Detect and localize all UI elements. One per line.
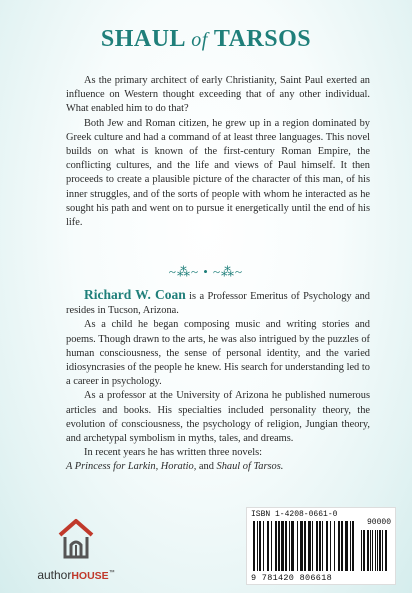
book-title-2: Horatio,	[160, 461, 197, 473]
barcode-stripe	[341, 521, 343, 571]
addon-stripe	[372, 530, 373, 571]
addon-stripe	[377, 530, 378, 571]
barcode-stripe	[312, 521, 313, 571]
barcode-stripe	[281, 521, 284, 571]
barcode-stripe	[334, 521, 335, 571]
publisher-name	[30, 568, 122, 582]
barcode-stripe	[316, 521, 318, 571]
title-part1: SHAUL	[100, 26, 185, 52]
addon-stripe	[367, 530, 369, 571]
book-title-3: Shaul of Tarsos.	[216, 461, 284, 473]
barcode-stripe	[267, 521, 269, 571]
logo-tm: ™	[108, 570, 115, 576]
author-bio	[66, 288, 370, 475]
barcode-stripe	[275, 521, 277, 571]
addon-stripe	[361, 530, 362, 571]
book-description	[66, 74, 370, 230]
barcode-stripe	[289, 521, 290, 571]
addon-stripe	[370, 530, 371, 571]
barcode-stripe	[259, 521, 261, 571]
description-paragraph-1: As the primary architect of early Christianity, Saint Paul exerted an influence on Western thought exceeding that of any other individual. What enabled him to do that?	[66, 75, 370, 115]
addon-stripe	[375, 530, 376, 571]
description-paragraph-2: Both Jew and Roman citizen, he grew up in a region dominated by Greek culture and had a command of at least three languages. This novel builds on what is known of the first-century Roman Empire, the conflicting cultures, and the life and views of Paul himself. It then proceeds to create a plausible picture of the character of this man, of his inner struggles, and of the sorts of people with whom he interacted as he sought his path and went on to pursue it energetically until the end of his life.	[66, 117, 370, 229]
barcode-stripe	[345, 521, 348, 571]
barcode-stripe	[300, 521, 303, 571]
book-title	[0, 26, 412, 53]
barcode-stripe	[291, 521, 294, 571]
barcode-stripe	[319, 521, 321, 571]
barcode-stripe	[326, 521, 328, 571]
books-and: and	[196, 461, 217, 473]
barcode-stripe	[338, 521, 340, 571]
title-part2: TARSOS	[213, 26, 312, 52]
barcode-stripe	[253, 521, 255, 571]
price-code: 90000	[366, 518, 391, 527]
bio-paragraph-1	[66, 288, 370, 318]
isbn-barcode	[246, 507, 396, 585]
barcode-stripe	[330, 521, 331, 571]
bio-paragraph-1-text: is a Professor Emeritus of Psychology and resides in Tucson, Arizona.	[66, 291, 370, 317]
barcode-stripe	[297, 521, 298, 571]
bio-paragraph-4: In recent years he has written three novels:	[84, 447, 263, 459]
barcode-stripe	[271, 521, 272, 571]
bio-paragraph-3: As a professor at the University of Arizona he published numerous articles and books. His specialties included personality theory, the evolution of consciousness, the psychology of religion, Jungian theory, and archetypal symbolism in myths, tales, and dreams.	[66, 390, 370, 445]
title-of: of	[191, 29, 208, 51]
addon-stripe	[385, 530, 387, 571]
house-icon	[56, 517, 96, 561]
isbn-number: ISBN 1-4208-0661-0	[251, 510, 338, 519]
logo-author-text: author	[37, 568, 72, 582]
addon-stripe	[382, 530, 383, 571]
barcode-stripe	[304, 521, 306, 571]
book-title-1: A Princess for Larkin,	[66, 461, 159, 473]
books-list	[66, 460, 370, 474]
ornament-divider: ~⁂~ • ~⁂~	[168, 264, 244, 279]
barcode-stripe	[352, 521, 354, 571]
bio-paragraph-2: As a child he began composing music and writing stories and poems. Though drawn to the arts, he was also intrigued by the puzzles of human consciousness, the sense of personal identity, and the varied idiosyncrasies of the people he knew. His search for understanding led to a career in psychology.	[66, 319, 370, 388]
addon-stripe	[379, 530, 381, 571]
publisher-logo	[30, 517, 122, 582]
author-name: Richard W. Coan	[84, 287, 186, 302]
logo-house-text: HOUSE	[71, 570, 109, 582]
barcode-stripe	[263, 521, 264, 571]
ean-number: 9 781420 806618	[251, 573, 333, 583]
barcode-stripe	[322, 521, 323, 571]
barcode-stripe	[308, 521, 311, 571]
barcode-stripe	[285, 521, 287, 571]
barcode-stripe	[350, 521, 351, 571]
barcode-stripe	[257, 521, 258, 571]
addon-stripe	[363, 530, 365, 571]
barcode-stripe	[278, 521, 280, 571]
